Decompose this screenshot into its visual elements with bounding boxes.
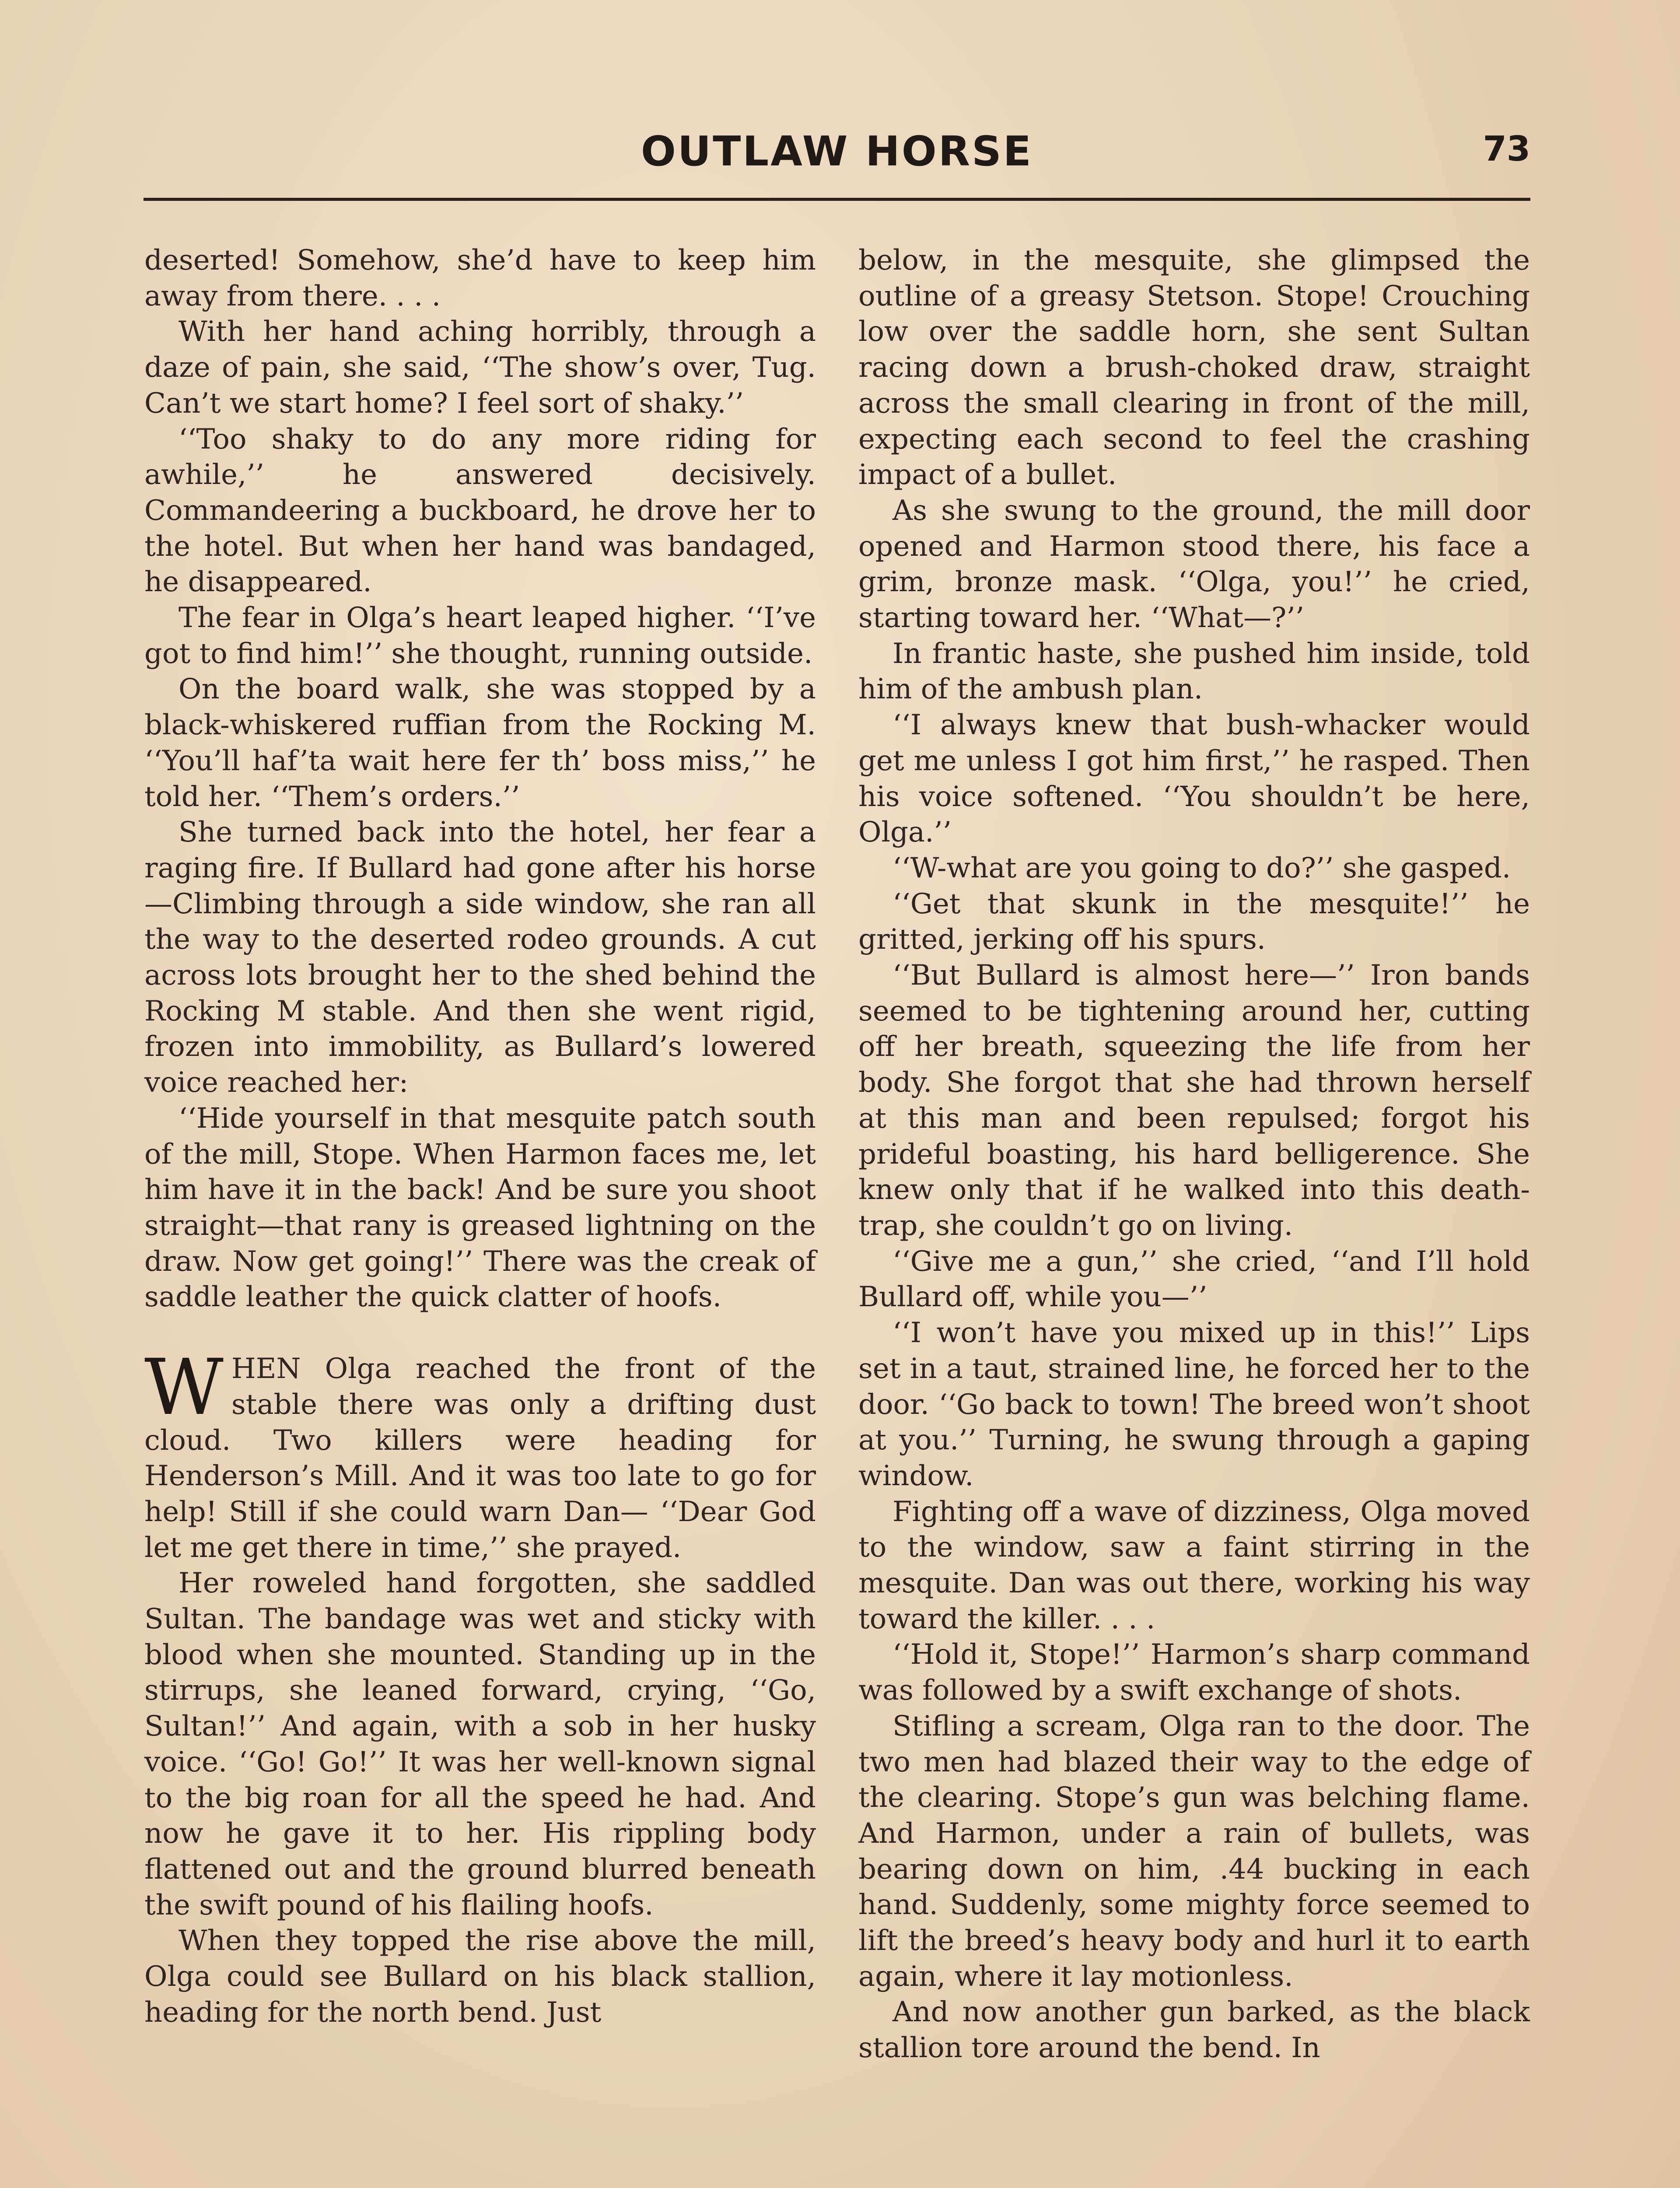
paragraph: ‘‘Get that skunk in the mesquite!’’ he gritted, jerking off his spurs. bbox=[858, 887, 1530, 956]
paragraph: Stifling a scream, Olga ran to the door. The two men had blazed their way to the edge of the clearing. Stope’s gun was belching flame. And Harmon, under a rain of bullets, was bearing down on him, .44 bucking in each hand. Suddenly, some mighty force seemed to lift the breed’s heavy body and hurl it to earth again, where it lay motionless. bbox=[858, 1710, 1530, 1993]
paragraph-text: HEN Olga reached the front of the stable there was only a drifting dust cloud. Two killers were heading for Henderson’s Mill. And it was too late to go for help! Still if she could warn Dan— ‘‘Dear God let me get there in time,’’ she prayed. bbox=[144, 1353, 816, 1564]
left-column bbox=[144, 243, 816, 2030]
paragraph: And now another gun barked, as the black stallion tore around the bend. In bbox=[858, 1996, 1530, 2065]
paragraph: ‘‘Hold it, Stope!’’ Harmon’s sharp command was followed by a swift exchange of shots. bbox=[858, 1638, 1530, 1707]
paragraph: She turned back into the hotel, her fear a raging fire. If Bullard had gone after his horse—Climbing through a side window, she ran all the way to the deserted rodeo grounds. A cut across lots brought her to the shed behind the Rocking M stable. And then she went rigid, frozen into immobility, as Bullard’s lowered voice reached her: bbox=[144, 816, 816, 1099]
paragraph: Her roweled hand forgotten, she saddled Sultan. The bandage was wet and sticky with blood when she mounted. Standing up in the stirrups, she leaned forward, crying, ‘‘Go, Sultan!’’ And again, with a sob in her husky voice. ‘‘Go! Go!’’ It was her well-known signal to the big roan for all the speed he had. And now he gave it to her. His rippling body flattened out and the ground blurred beneath the swift pound of his flailing hoofs. bbox=[144, 1567, 816, 1922]
paragraph: ‘‘Too shaky to do any more riding for awhile,’’ he answered decisively. Commandeering a buckboard, he drove her to the hotel. But when her hand was bandaged, he disappeared. bbox=[144, 423, 816, 599]
drop-cap: W bbox=[144, 1343, 224, 1433]
paragraph: In frantic haste, she pushed him inside, told him of the ambush plan. bbox=[858, 637, 1530, 706]
section-paragraph bbox=[144, 1343, 816, 1566]
paragraph: ‘‘But Bullard is almost here—’’ Iron bands seemed to be tightening around her, cutting off her breath, squeezing the life from her body. She forgot that she had thrown herself at this man and been repulsed; forgot his prideful boasting, his hard belligerence. She knew only that if he walked into this death-trap, she couldn’t go on living. bbox=[858, 959, 1530, 1242]
page-number: 73 bbox=[1483, 130, 1530, 169]
paragraph: ‘‘Give me a gun,’’ she cried, ‘‘and I’ll hold Bullard off, while you—’’ bbox=[858, 1245, 1530, 1314]
paragraph: ‘‘I won’t have you mixed up in this!’’ Lips set in a taut, strained line, he forced her to the door. ‘‘Go back to town! The breed won’t shoot at you.’’ Turning, he swung through a gaping window. bbox=[858, 1317, 1530, 1492]
paragraph: The fear in Olga’s heart leaped higher. ‘‘I’ve got to find him!’’ she thought, running outside. bbox=[144, 602, 816, 670]
paragraph: ‘‘I always knew that bush-whacker would get me unless I got him first,’’ he rasped. Then his voice softened. ‘‘You shouldn’t be here, Olga.’’ bbox=[858, 709, 1530, 849]
header-rule bbox=[144, 198, 1530, 201]
paragraph: As she swung to the ground, the mill door opened and Harmon stood there, his face a grim, bronze mask. ‘‘Olga, you!’’ he cried, starting toward her. ‘‘What—?’’ bbox=[858, 494, 1530, 635]
running-head: OUTLAW HORSE bbox=[640, 128, 1033, 175]
paragraph: ‘‘W-what are you going to do?’’ she gasped. bbox=[892, 852, 1511, 884]
paragraph: deserted! Somehow, she’d have to keep him away from there. . . . bbox=[144, 244, 816, 312]
paragraph: On the board walk, she was stopped by a black-whiskered ruffian from the Rocking M. ‘‘You’ll haf’ta wait here fer th’ boss miss,’’ he told her. ‘‘Them’s orders.’’ bbox=[144, 673, 816, 813]
paragraph: ‘‘Hide yourself in that mesquite patch south of the mill, Stope. When Harmon faces me, let him have it in the back! And be sure you shoot straight—that rany is greased lightning on the draw. Now get going!’’ There was the creak of saddle leather the quick clatter of hoofs. bbox=[144, 1102, 816, 1314]
page-header bbox=[144, 128, 1530, 189]
right-column bbox=[858, 243, 1530, 2066]
paragraph: below, in the mesquite, she glimpsed the outline of a greasy Stetson. Stope! Crouching low over the saddle horn, she sent Sultan racing down a brush-choked draw, straight across the small clearing in front of the mill, expecting each second to feel the crashing impact of a bullet. bbox=[858, 244, 1530, 491]
paragraph: With her hand aching horribly, through a daze of pain, she said, ‘‘The show’s over, Tug. Can’t we start home? I feel sort of shaky.’’ bbox=[144, 316, 816, 420]
paragraph: When they topped the rise above the mill, Olga could see Bullard on his black stallion, heading for the north bend. Just bbox=[144, 1925, 816, 2029]
paragraph: Fighting off a wave of dizziness, Olga moved to the window, saw a faint stirring in the mesquite. Dan was out there, working his way toward the killer. . . . bbox=[858, 1495, 1530, 1635]
